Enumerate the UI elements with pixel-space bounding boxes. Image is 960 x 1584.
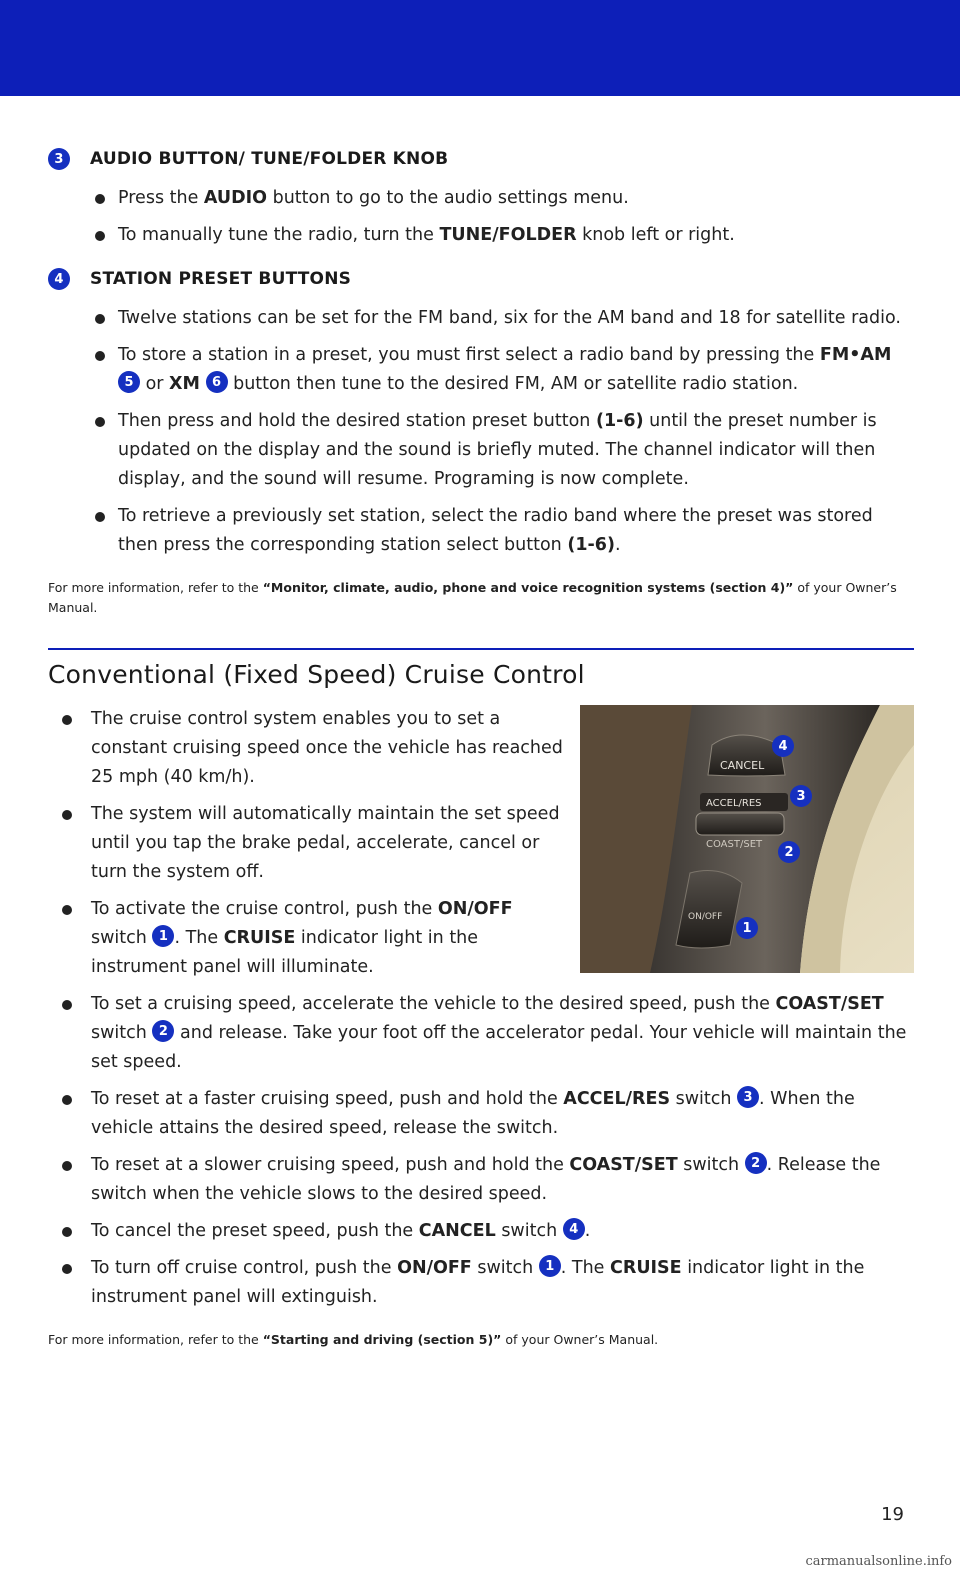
list-item: The cruise control system enables you to set a constant cruising speed once the vehicle has reached 25 mph (40 km/h). (48, 705, 914, 792)
section-4-badge: 4 (48, 268, 70, 290)
list-item: To cancel the preset speed, push the CANCEL switch 4 . (48, 1217, 914, 1246)
section-4-list (48, 304, 914, 560)
list-item: Then press and hold the desired station preset button (1-6) until the preset number is updated on the display and the sound is briefly muted. The channel indicator will then display, and the sound will resume. Programing is now complete. (48, 407, 914, 494)
list-item: To turn off cruise control, push the ON/OFF switch 1 . The CRUISE indicator light in the instrument panel will extinguish. (48, 1254, 914, 1312)
section-4-title: STATION PRESET BUTTONS (90, 269, 352, 289)
on-off-label: ON/OFF (688, 912, 723, 922)
list-item: To activate the cruise control, push the ON/OFF switch 1 . The CRUISE indicator light in the instrument panel will illuminate. (48, 895, 914, 982)
callout-2: 2 (778, 841, 800, 863)
callout-3: 3 (790, 785, 812, 807)
list-item: To store a station in a preset, you must first select a radio band by pressing the FM•AM 5 or XM 6 button then tune to the desired FM, AM or satellite radio station. (48, 341, 914, 399)
badge-2: 2 (745, 1152, 767, 1174)
section-3-heading (48, 148, 914, 170)
section-divider (48, 648, 914, 650)
badge-3: 3 (737, 1086, 759, 1108)
badge-2: 2 (152, 1020, 174, 1042)
list-item: To reset at a slower cruising speed, push and hold the COAST/SET switch 2 . Release the switch when the vehicle slows to the desired speed. (48, 1151, 914, 1209)
callout-4: 4 (772, 735, 794, 757)
badge-4: 4 (563, 1218, 585, 1240)
coast-set-label: COAST/SET (706, 839, 763, 850)
section-3-badge: 3 (48, 148, 70, 170)
list-item: To set a cruising speed, accelerate the vehicle to the desired speed, push the COAST/SET switch 2 and release. Take your foot off the accelerator pedal. Your vehicle will maintain the set speed. (48, 990, 914, 1077)
accel-res-label: ACCEL/RES (706, 798, 762, 809)
list-item: Press the AUDIO button to go to the audio settings menu. (48, 184, 914, 213)
badge-1: 1 (152, 925, 174, 947)
badge-6: 6 (206, 371, 228, 393)
page-number: 19 (881, 1504, 904, 1525)
list-item: To retrieve a previously set station, select the radio band where the preset was stored then press the corresponding station select button (1-6). (48, 502, 914, 560)
callout-1: 1 (736, 917, 758, 939)
section-4-heading (48, 268, 914, 290)
cancel-label: CANCEL (720, 759, 765, 772)
section-3-list (48, 184, 914, 250)
list-item: To reset at a faster cruising speed, push and hold the ACCEL/RES switch 3 . When the vehicle attains the desired speed, release the switch. (48, 1085, 914, 1143)
section-3-title: AUDIO BUTTON/ TUNE/FOLDER KNOB (90, 149, 449, 169)
cruise-note: For more information, refer to the “Starting and driving (section 5)” of your Owner’s Manual. (48, 1332, 659, 1347)
badge-1: 1 (539, 1255, 561, 1277)
section-4-note: For more information, refer to the “Monitor, climate, audio, phone and voice recognition systems (section 4)” of your Owner’s Manual. (48, 580, 897, 615)
watermark: carmanualsonline.info (805, 1554, 952, 1569)
list-item: The system will automatically maintain the set speed until you tap the brake pedal, accelerate, cancel or turn the system off. (48, 800, 914, 887)
top-banner (0, 0, 960, 96)
list-item: To manually tune the radio, turn the TUNE/FOLDER knob left or right. (48, 221, 914, 250)
list-item: Twelve stations can be set for the FM band, six for the AM band and 18 for satellite radio. (48, 304, 914, 333)
page-content (48, 148, 914, 1350)
badge-5: 5 (118, 371, 140, 393)
cruise-title: Conventional (Fixed Speed) Cruise Control (48, 660, 585, 689)
